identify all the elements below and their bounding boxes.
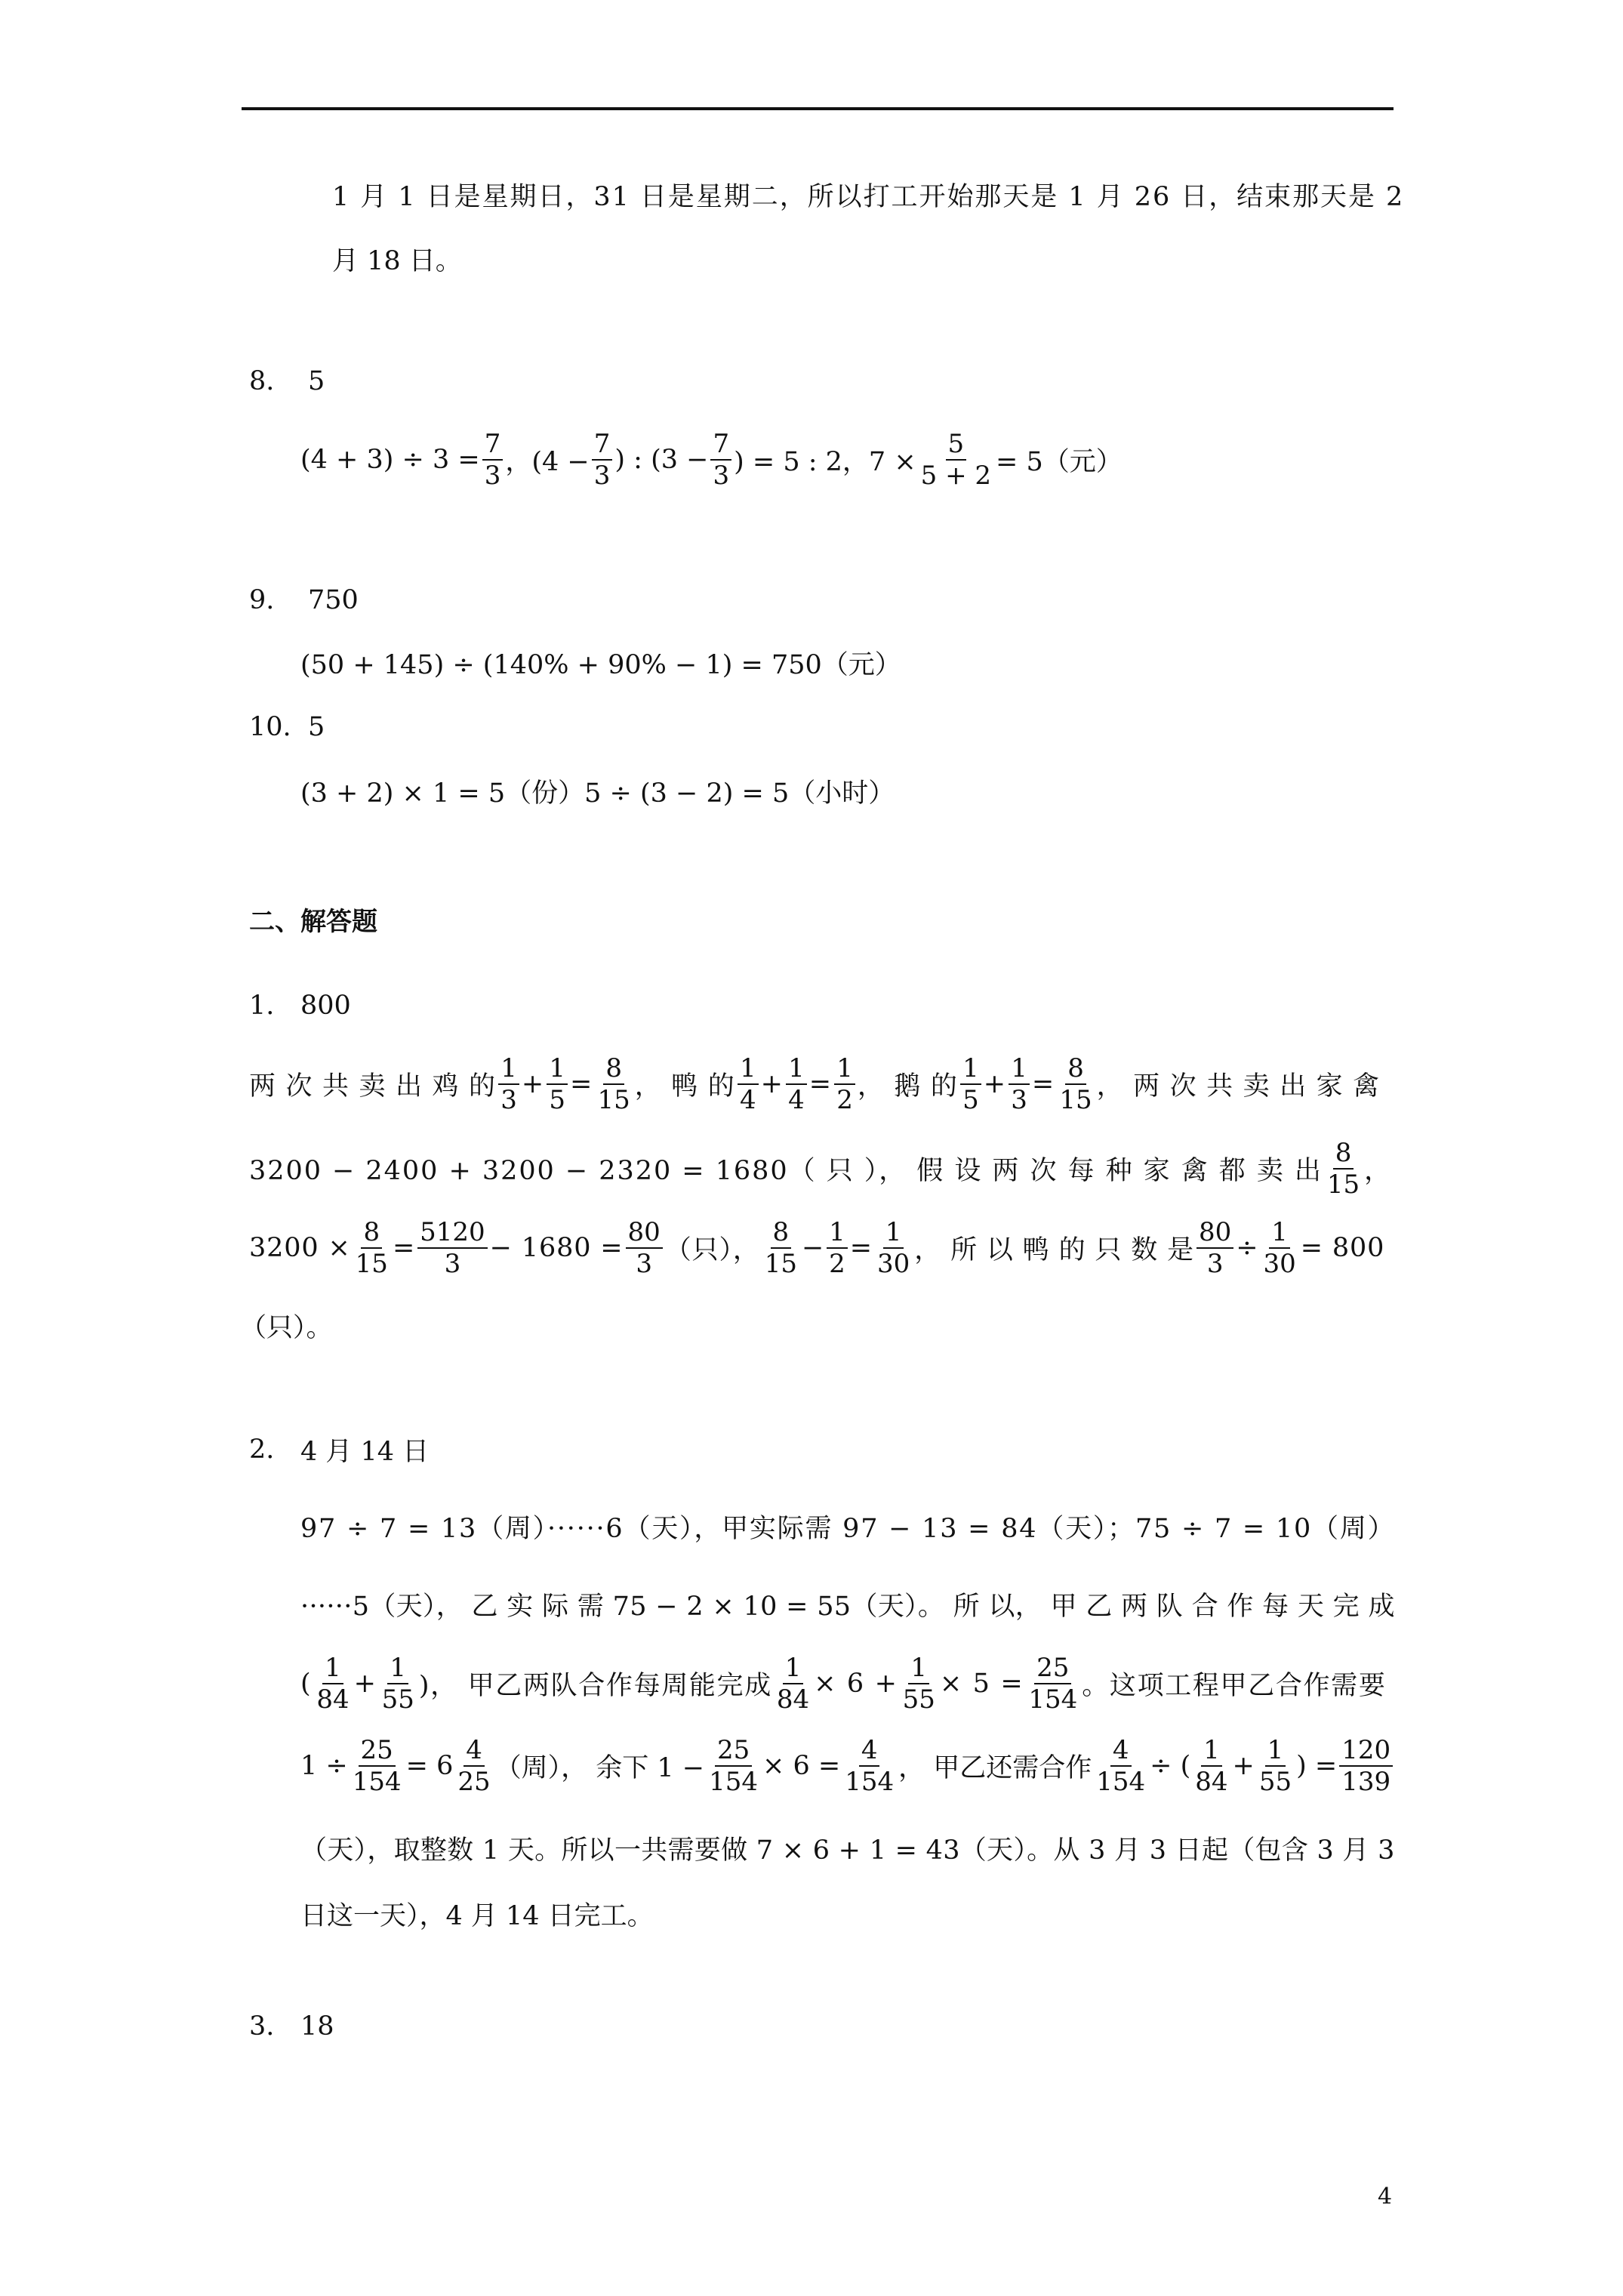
denominator: 154: [1096, 1767, 1146, 1797]
text-line: [300, 1642, 1387, 1725]
numerator: 8: [1065, 1056, 1086, 1085]
numerator: 7: [482, 431, 504, 461]
fraction: [775, 1653, 812, 1715]
fraction: [710, 429, 731, 491]
fraction: [842, 1737, 896, 1795]
fraction: [417, 1219, 488, 1277]
denominator: 154: [845, 1767, 895, 1797]
numerator: 1: [322, 1655, 343, 1684]
fraction: [738, 1053, 759, 1115]
fraction: [592, 429, 613, 491]
denominator: 30: [876, 1249, 910, 1279]
text-run: +: [353, 1669, 377, 1699]
fraction: [960, 1053, 981, 1115]
item-number: 2.: [249, 1435, 275, 1465]
text-run: 4 月 14 日: [300, 1437, 430, 1467]
text-run: （只）。: [240, 1313, 333, 1343]
denominator: 5: [962, 1085, 979, 1115]
fraction: [626, 1219, 663, 1277]
numerator: 1: [547, 1056, 568, 1085]
text-run: （只），: [664, 1235, 760, 1265]
text-run: +: [1232, 1751, 1255, 1781]
text-line: [249, 340, 325, 423]
text-run: ，(4 −: [505, 447, 590, 477]
text-run: ，: [1364, 1156, 1393, 1186]
numerator: 1: [738, 1056, 759, 1085]
text-run: = 800: [1300, 1233, 1385, 1263]
denominator: 84: [1195, 1767, 1228, 1797]
fraction: [1057, 1053, 1094, 1115]
fraction: [1196, 1219, 1233, 1277]
fraction: [350, 1737, 404, 1795]
text-line: [240, 1284, 333, 1367]
page-number: 4: [1378, 2184, 1393, 2210]
fraction: [834, 1053, 855, 1115]
denominator: 55: [902, 1684, 935, 1715]
text-run: = 6: [405, 1751, 454, 1781]
fraction: [455, 1737, 492, 1795]
denominator: 154: [709, 1767, 759, 1797]
text-run: =: [569, 1069, 593, 1099]
header-rule: [242, 107, 1394, 110]
denominator: 15: [1059, 1085, 1092, 1115]
text-run: +: [521, 1069, 545, 1099]
fraction: [875, 1219, 912, 1277]
text-run: ······5（天）， 乙 实 际 需 75 − 2 × 10 = 55（天）。 所 以， 甲 乙 两 队 合 作 每 天 完 成: [300, 1592, 1395, 1622]
text-run: （周）， 余下 1 −: [494, 1753, 705, 1783]
text-run: )， 甲乙两队合作每周能完成: [418, 1671, 772, 1701]
numerator: 1: [827, 1219, 848, 1249]
text-line: [300, 1872, 654, 1955]
text-run: 750: [308, 585, 359, 615]
fraction: [1339, 1737, 1393, 1795]
numerator: 1: [834, 1056, 855, 1085]
numerator: 4: [859, 1737, 880, 1767]
numerator: 1: [1269, 1219, 1290, 1249]
denominator: 84: [316, 1684, 350, 1715]
text-line: [300, 750, 895, 833]
text-run: +: [760, 1069, 784, 1099]
denominator: 3: [593, 461, 611, 491]
fraction: [1026, 1653, 1079, 1715]
numerator: 1: [387, 1655, 408, 1684]
denominator: 4: [739, 1085, 756, 1115]
denominator: 2: [836, 1085, 853, 1115]
denominator: 3: [484, 461, 501, 491]
denominator: 5: [549, 1085, 565, 1115]
text-run: ， 两 次 共 卖 出 家 禽: [1096, 1071, 1381, 1102]
text-run: ， 所 以 鸭 的 只 数 是: [914, 1235, 1194, 1265]
denominator: 15: [355, 1249, 388, 1279]
fraction: [1193, 1737, 1230, 1795]
text-run: (50 + 145) ÷ (140% + 90% − 1) = 750（元）: [300, 650, 901, 680]
text-run: (4 + 3) ÷ 3 =: [300, 445, 480, 475]
numerator: 8: [1333, 1140, 1354, 1170]
text-run: =: [849, 1233, 873, 1263]
denominator: 3: [636, 1249, 652, 1279]
fraction: [498, 1053, 519, 1115]
text-line: [332, 217, 462, 300]
text-run: − 1680 =: [489, 1233, 624, 1263]
denominator: 25: [457, 1767, 491, 1797]
text-run: 3200 − 2400 + 3200 − 2320 = 1680（ 只 ）， 假 设 两 次 每 种 家 禽 都 卖 出: [249, 1156, 1323, 1186]
text-run: 1 月 1 日是星期日，31 日是星期二，所以打工开始那天是 1 月 26 日，结束那天是 2: [332, 182, 1405, 212]
denominator: 154: [1028, 1684, 1078, 1715]
item-number: 10.: [249, 712, 291, 742]
denominator: 2: [829, 1249, 845, 1279]
denominator: 3: [713, 461, 730, 491]
denominator: 154: [352, 1767, 402, 1797]
item-number: 9.: [249, 585, 275, 615]
numerator: 1: [786, 1056, 807, 1085]
item-number: 8.: [249, 366, 275, 396]
numerator: 25: [715, 1737, 752, 1767]
text-line: [249, 1043, 1380, 1126]
denominator: 3: [500, 1085, 517, 1115]
numerator: 8: [771, 1219, 792, 1249]
numerator: 1: [883, 1219, 904, 1249]
text-run: 日这一天），4 月 14 日完工。: [300, 1901, 654, 1931]
fraction: [353, 1219, 390, 1277]
denominator: 4: [788, 1085, 805, 1115]
numerator: 4: [1110, 1737, 1132, 1767]
text-run: (3 + 2) × 1 = 5（份）5 ÷ (3 − 2) = 5（小时）: [300, 778, 895, 809]
fraction: [596, 1053, 633, 1115]
denominator: 30: [1263, 1249, 1296, 1279]
section-heading: [249, 877, 377, 960]
denominator: 5 + 2: [920, 461, 992, 491]
text-run: ) : (3 −: [614, 445, 709, 475]
text-run: 两 次 共 卖 出 鸡 的: [249, 1071, 497, 1102]
text-line: [300, 418, 1123, 501]
text-run: ， 甲乙还需合作: [898, 1753, 1092, 1783]
text-run: × 6 +: [814, 1669, 898, 1699]
fraction: [1009, 1053, 1030, 1115]
text-run: 18: [300, 2011, 334, 2042]
text-line: [249, 1408, 430, 1491]
numerator: 7: [710, 431, 731, 461]
denominator: 15: [764, 1249, 797, 1279]
text-run: =: [808, 1069, 833, 1099]
text-line: [300, 621, 901, 704]
fraction: [786, 1053, 807, 1115]
text-run: 二、解答题: [249, 906, 377, 937]
numerator: 4: [463, 1737, 485, 1767]
denominator: 55: [381, 1684, 414, 1715]
numerator: 8: [361, 1219, 382, 1249]
denominator: 15: [597, 1085, 630, 1115]
fraction: [901, 1653, 938, 1715]
text-line: [249, 1207, 1384, 1290]
denominator: 139: [1341, 1767, 1391, 1797]
numerator: 7: [592, 431, 613, 461]
text-run: ) =: [1296, 1751, 1338, 1781]
fraction: [1325, 1138, 1362, 1200]
text-run: （天），取整数 1 天。所以一共需要做 7 × 6 + 1 = 43（天）。从 3 月 3 日起（包含 3 月 3: [300, 1835, 1395, 1866]
text-run: 5: [308, 712, 325, 742]
numerator: 5: [946, 431, 967, 461]
numerator: 25: [359, 1737, 396, 1767]
denominator: 84: [776, 1684, 810, 1715]
numerator: 1: [498, 1056, 519, 1085]
denominator: 55: [1258, 1767, 1292, 1797]
text-run: × 5 =: [939, 1669, 1024, 1699]
fraction: [1257, 1737, 1294, 1795]
numerator: 1: [783, 1655, 804, 1684]
text-run: ) = 5 : 2，7 ×: [734, 447, 916, 477]
fraction: [314, 1653, 351, 1715]
text-run: −: [801, 1233, 825, 1263]
denominator: 3: [1206, 1249, 1224, 1279]
numerator: 25: [1034, 1655, 1071, 1684]
fraction: [827, 1219, 848, 1277]
text-run: (: [300, 1669, 313, 1699]
text-run: +: [983, 1069, 1007, 1099]
numerator: 1: [1009, 1056, 1030, 1085]
text-run: 5: [308, 366, 325, 396]
text-run: ÷: [1236, 1233, 1259, 1263]
numerator: 1: [908, 1655, 929, 1684]
denominator: 3: [1011, 1085, 1027, 1115]
text-run: 97 ÷ 7 = 13（周）······6（天），甲实际需 97 − 13 = 84（天）；75 ÷ 7 = 10（周）: [300, 1514, 1396, 1544]
fraction: [919, 429, 993, 491]
text-line: [249, 1127, 1392, 1210]
fraction: [707, 1737, 760, 1795]
text-run: ÷ (: [1150, 1751, 1191, 1781]
text-run: =: [392, 1233, 416, 1263]
item-number: 3.: [249, 2011, 275, 2042]
fraction: [1094, 1737, 1147, 1795]
text-run: ， 鸭 的: [634, 1071, 735, 1102]
text-run: 3200 ×: [249, 1233, 351, 1263]
text-run: 800: [300, 991, 351, 1021]
text-run: 。这项工程甲乙合作需要: [1082, 1671, 1387, 1701]
numerator: 120: [1339, 1737, 1393, 1767]
text-run: ， 鹅 的: [857, 1071, 959, 1102]
text-line: [249, 1985, 334, 2068]
fraction: [482, 429, 504, 491]
text-line: [300, 1563, 1395, 1646]
item-number: 1.: [249, 991, 275, 1021]
numerator: 8: [603, 1056, 624, 1085]
numerator: 1: [1201, 1737, 1222, 1767]
fraction: [380, 1653, 417, 1715]
fraction: [1261, 1219, 1298, 1277]
numerator: 1: [960, 1056, 981, 1085]
numerator: 5120: [417, 1219, 488, 1249]
text-run: =: [1031, 1069, 1055, 1099]
text-line: [249, 964, 351, 1047]
text-line: [300, 1485, 1395, 1568]
denominator: 15: [1326, 1170, 1360, 1200]
numerator: 1: [1265, 1737, 1286, 1767]
text-line: [300, 1724, 1395, 1808]
text-run: × 6 =: [762, 1751, 841, 1781]
text-run: = 5（元）: [996, 447, 1123, 477]
text-run: 1 ÷: [300, 1751, 348, 1781]
text-line: [332, 153, 1404, 236]
numerator: 80: [626, 1219, 663, 1249]
text-run: 月 18 日。: [332, 246, 462, 276]
numerator: 80: [1196, 1219, 1233, 1249]
denominator: 3: [444, 1249, 461, 1279]
fraction: [547, 1053, 568, 1115]
fraction: [762, 1219, 799, 1277]
